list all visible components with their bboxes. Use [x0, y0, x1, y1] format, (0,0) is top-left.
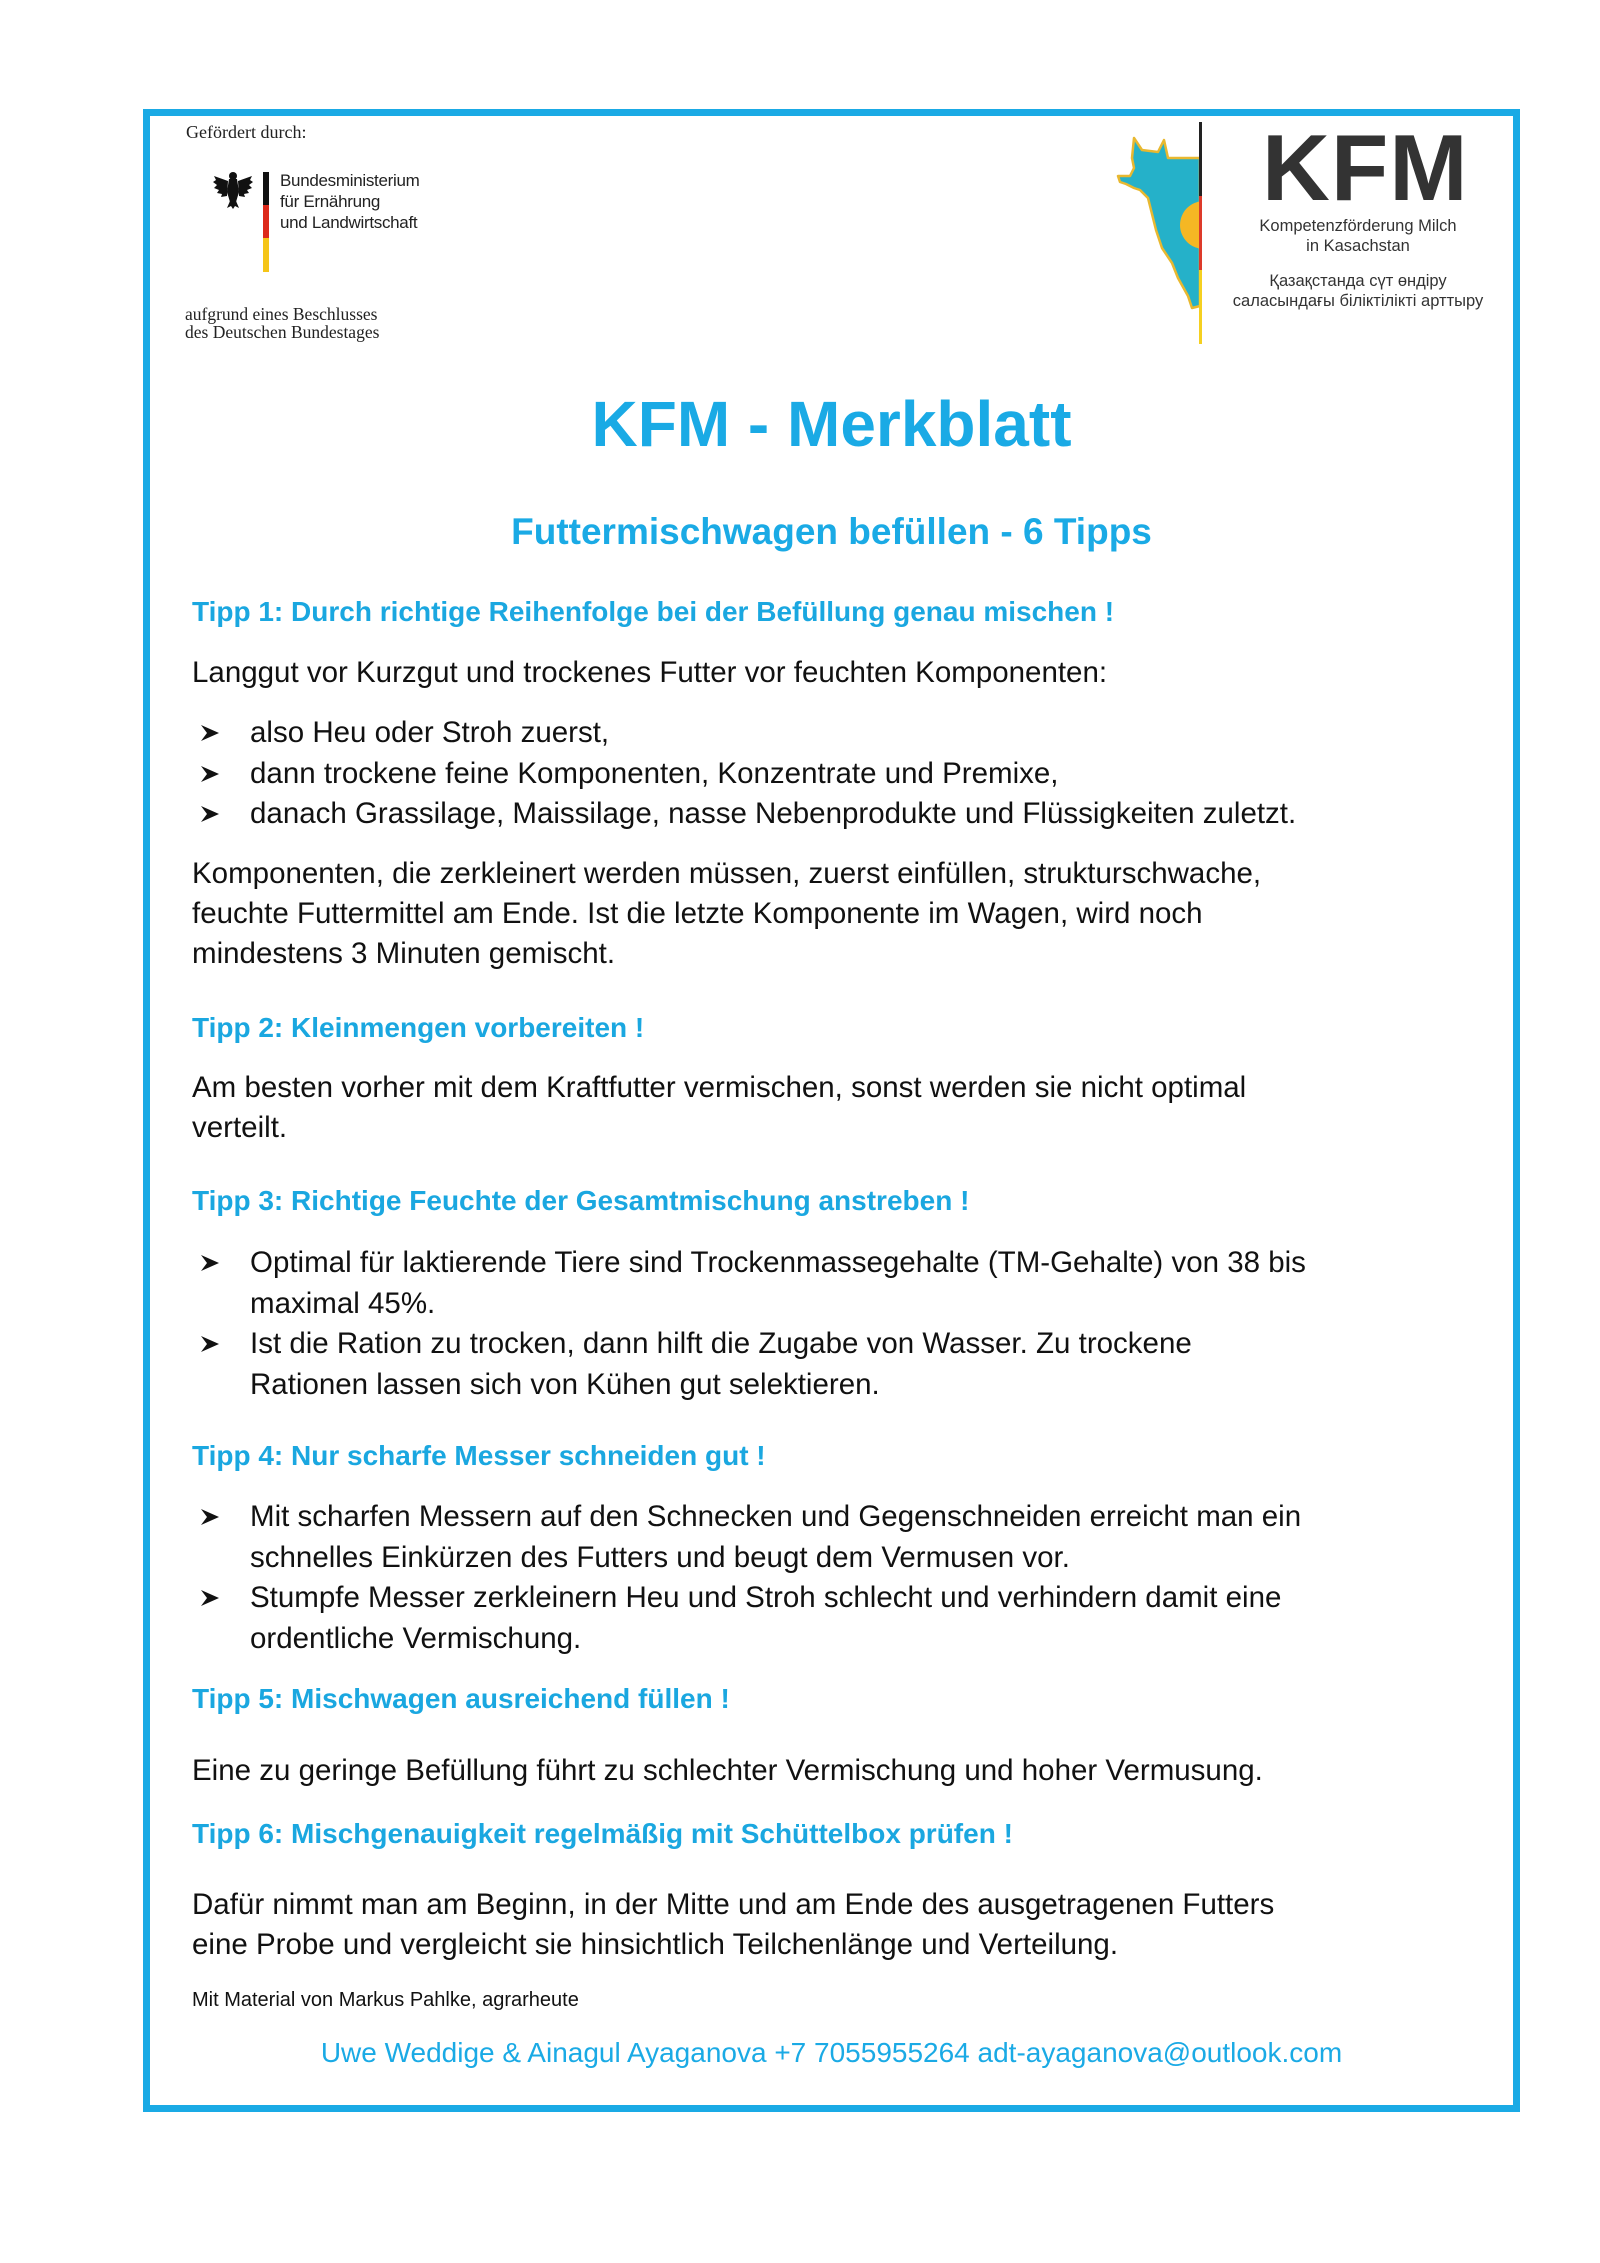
bullet-text: dann trockene feine Komponenten, Konzentrate und Premixe,	[250, 756, 1059, 790]
bullet-item	[200, 1324, 1306, 1405]
paragraph-line: verteilt.	[192, 1111, 288, 1144]
ministry-line: für Ernährung	[280, 192, 381, 211]
tip-paragraph	[192, 1751, 1263, 1791]
arrowhead-bullet-icon	[200, 1253, 220, 1273]
kfm-german-tagline	[1240, 216, 1476, 256]
tip-bullet-list	[200, 713, 1296, 835]
kfm-kazakh-line: Қазақстанда сүт өндіру	[1269, 272, 1447, 290]
bullet-item	[200, 754, 1296, 795]
arrowhead-bullet-icon	[200, 1588, 220, 1608]
paragraph-line: Dafür nimmt man am Beginn, in der Mitte und am Ende des ausgetragenen Futters	[192, 1888, 1275, 1921]
tip-paragraph	[192, 1068, 1246, 1148]
arrowhead-bullet-icon	[200, 804, 220, 824]
paragraph-line: eine Probe und vergleicht sie hinsichtlich Teilchenlänge und Verteilung.	[192, 1928, 1119, 1961]
kfm-kazakh-tagline	[1222, 271, 1494, 311]
bullet-item	[200, 1243, 1306, 1324]
source-credit: Mit Material von Markus Pahlke, agrarheute	[192, 1989, 579, 2011]
tip-heading: Tipp 5: Mischwagen ausreichend füllen !	[192, 1683, 730, 1714]
german-flag-bar	[263, 172, 269, 272]
arrowhead-bullet-icon	[200, 723, 220, 743]
bullet-item	[200, 1497, 1301, 1578]
kfm-tagline-line: Kompetenzförderung Milch	[1259, 217, 1457, 235]
bullet-item	[200, 1578, 1301, 1659]
tip-heading: Tipp 1: Durch richtige Reihenfolge bei der Befüllung genau mischen !	[192, 596, 1115, 627]
kfm-wordmark: KFM	[1262, 115, 1469, 220]
bullet-text: danach Grassilage, Maissilage, nasse Nebenprodukte und Flüssigkeiten zuletzt.	[250, 797, 1297, 830]
paragraph-line: feuchte Futtermittel am Ende. Ist die letzte Komponente im Wagen, wird noch	[192, 897, 1203, 930]
tip-paragraph	[192, 1885, 1274, 1965]
bullet-text: Stumpfe Messer zerkleinern Heu und Stroh schlecht und verhindern damit eine	[250, 1581, 1282, 1614]
bullet-text: maximal 45%.	[250, 1286, 436, 1320]
contact-footer: Uwe Weddige & Ainagul Ayaganova +7 7055955264 adt-ayaganova@outlook.com	[320, 2037, 1343, 2068]
bullet-text: schnelles Einkürzen des Futters und beugt dem Vermusen vor.	[250, 1540, 1070, 1574]
bundestag-decision-note	[185, 305, 379, 341]
bullet-item	[200, 713, 1296, 754]
bullet-text: Optimal für laktierende Tiere sind Trockenmassegehalte (TM-Gehalte) von 38 bis	[250, 1246, 1306, 1279]
bullet-text: Ist die Ration zu trocken, dann hilft die Zugabe von Wasser. Zu trockene	[250, 1327, 1192, 1360]
kfm-logo-graphic	[1112, 118, 1202, 348]
paragraph-line: Am besten vorher mit dem Kraftfutter vermischen, sonst werden sie nicht optimal	[192, 1071, 1247, 1104]
tip-heading: Tipp 2: Kleinmengen vorbereiten !	[192, 1012, 645, 1043]
bullet-text: also Heu oder Stroh zuerst,	[250, 716, 610, 749]
tip-bullet-list	[200, 1497, 1301, 1659]
ministry-name	[280, 170, 419, 233]
federal-eagle-icon	[212, 170, 254, 210]
tip-heading: Tipp 3: Richtige Feuchte der Gesamtmischung anstreben !	[192, 1185, 970, 1216]
bullet-text: ordentliche Vermischung.	[250, 1621, 582, 1655]
kfm-kazakh-line: саласындағы біліктілікті арттыру	[1232, 292, 1484, 310]
funded-by-label: Gefördert durch:	[186, 122, 307, 142]
tip-bullet-list	[200, 1243, 1306, 1405]
bullet-item	[200, 794, 1296, 835]
tip-intro: Langgut vor Kurzgut und trockenes Futter vor feuchten Komponenten:	[192, 656, 1108, 689]
page-subtitle: Futtermischwagen befüllen - 6 Tipps	[511, 511, 1152, 552]
decision-line: des Deutschen Bundestages	[185, 322, 380, 342]
page-title: KFM - Merkblatt	[591, 388, 1072, 460]
tip-heading: Tipp 4: Nur scharfe Messer schneiden gut !	[192, 1440, 766, 1471]
arrowhead-bullet-icon	[200, 1334, 220, 1354]
ministry-line: Bundesministerium	[280, 171, 420, 190]
tip-paragraph	[192, 854, 1261, 974]
tip-heading: Tipp 6: Mischgenauigkeit regelmäßig mit Schüttelbox prüfen !	[192, 1818, 1013, 1849]
bullet-text: Rationen lassen sich von Kühen gut selektieren.	[250, 1367, 880, 1401]
kfm-tagline-line: in Kasachstan	[1306, 237, 1410, 255]
paragraph-line: mindestens 3 Minuten gemischt.	[192, 937, 616, 970]
arrowhead-bullet-icon	[200, 764, 220, 784]
bullet-text: Mit scharfen Messern auf den Schnecken und Gegenschneiden erreicht man ein	[250, 1500, 1302, 1533]
ministry-line: und Landwirtschaft	[280, 213, 418, 232]
decision-line: aufgrund eines Beschlusses	[185, 304, 378, 324]
arrowhead-bullet-icon	[200, 1507, 220, 1527]
paragraph-line: Komponenten, die zerkleinert werden müssen, zuerst einfüllen, strukturschwache,	[192, 857, 1262, 890]
paragraph-line: Eine zu geringe Befüllung führt zu schlechter Vermischung und hoher Vermusung.	[192, 1754, 1263, 1787]
